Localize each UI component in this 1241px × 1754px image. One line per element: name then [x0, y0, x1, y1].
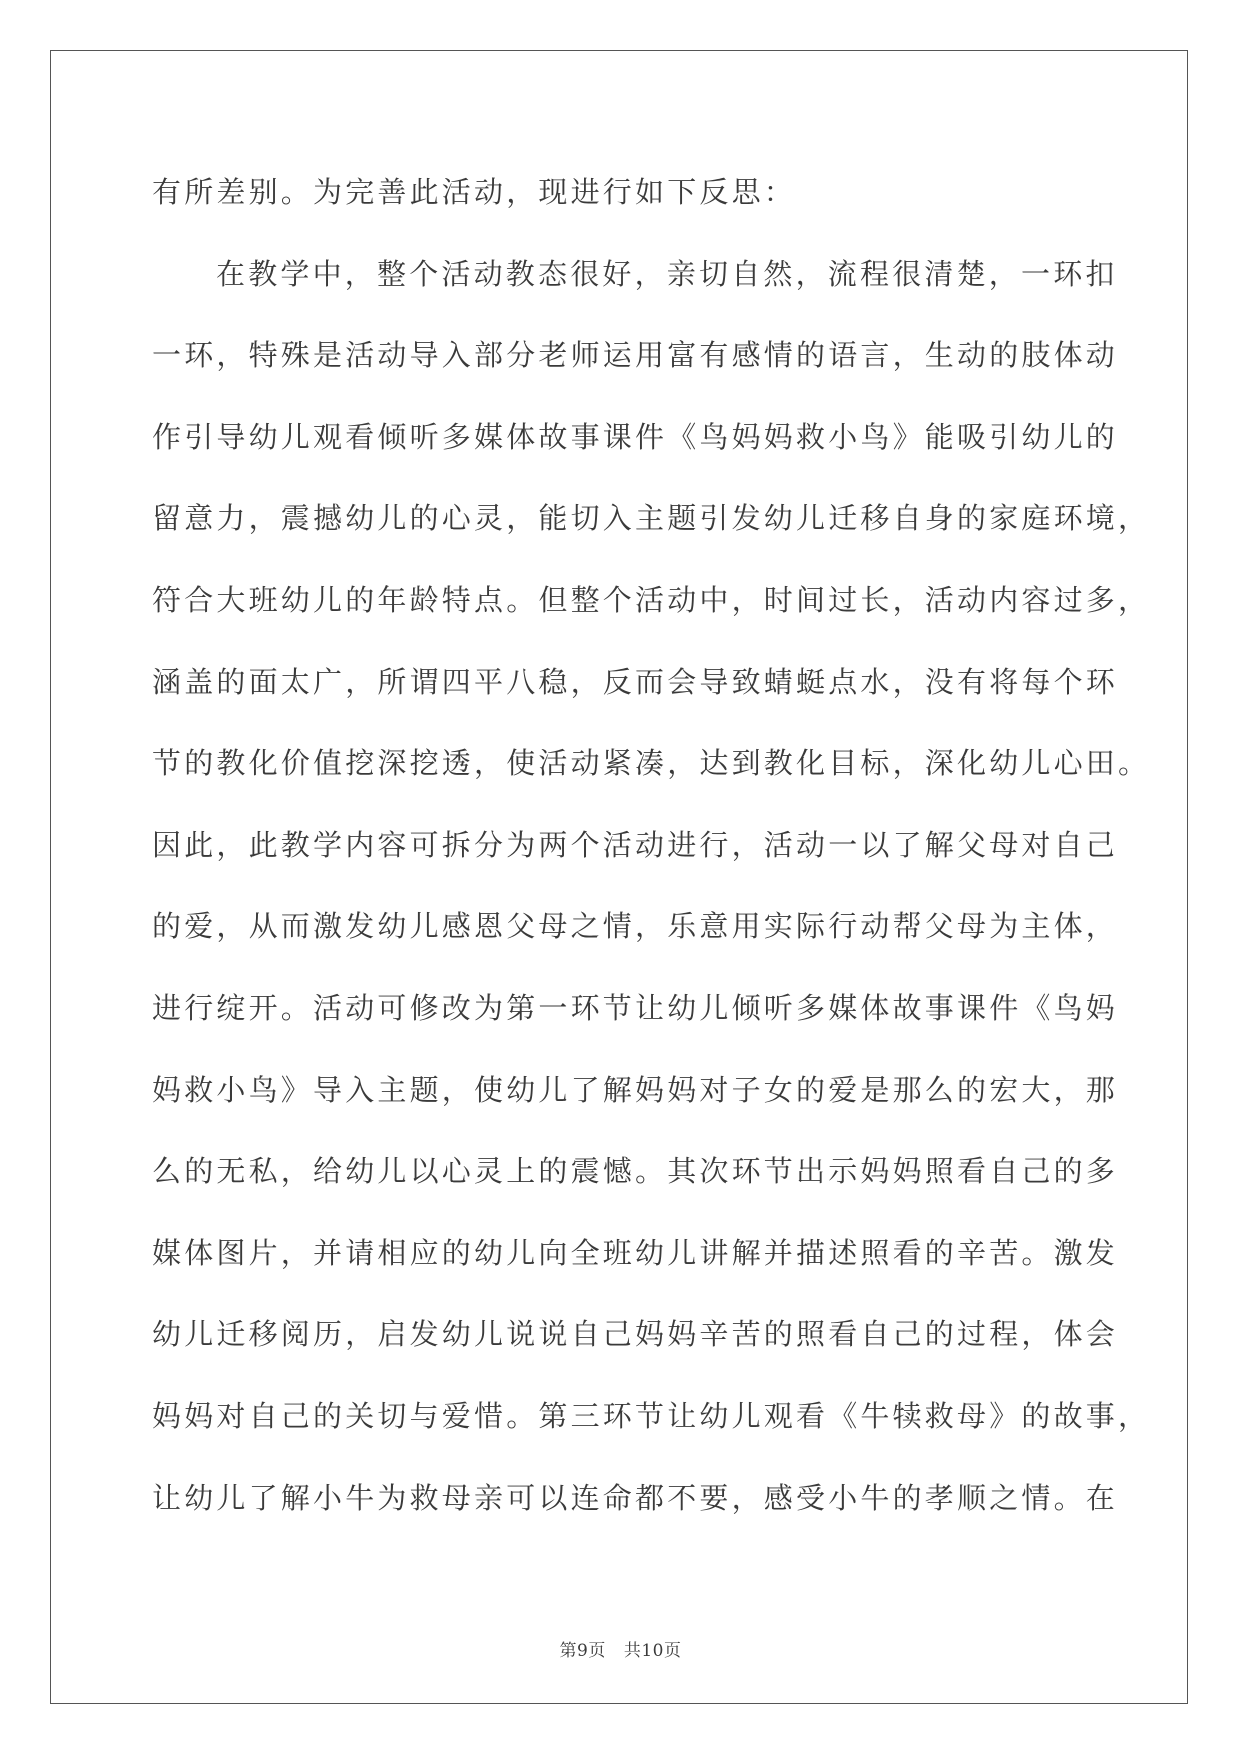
document-body — [152, 163, 1151, 1550]
text-line: 一环，特殊是活动导入部分老师运用富有感情的语言，生动的肢体动 — [152, 338, 1119, 373]
text-line: 么的无私，给幼儿以心灵上的震憾。其次环节出示妈妈照看自己的多 — [152, 1154, 1119, 1189]
text-line: 进行绽开。活动可修改为第一环节让幼儿倾听多媒体故事课件《鸟妈 — [152, 990, 1119, 1025]
text-line: 妈救小鸟》导入主题，使幼儿了解妈妈对子女的爱是那么的宏大，那 — [152, 1072, 1119, 1107]
text-line: 作引导幼儿观看倾听多媒体故事课件《鸟妈妈救小鸟》能吸引幼儿的 — [152, 419, 1119, 454]
total-pages-label: 共10页 — [623, 1641, 682, 1661]
text-line: 涵盖的面太广，所谓四平八稳，反而会导致蜻蜓点水，没有将每个环 — [152, 664, 1119, 699]
text-line: 符合大班幼儿的年龄特点。但整个活动中，时间过长，活动内容过多， — [152, 582, 1151, 617]
text-line: 节的教化价值挖深挖透，使活动紧凑，达到教化目标，深化幼儿心田。 — [152, 746, 1151, 781]
text-line: 因此，此教学内容可拆分为两个活动进行，活动一以了解父母对自己 — [152, 827, 1119, 862]
text-line: 的爱，从而激发幼儿感恩父母之情，乐意用实际行动帮父母为主体， — [152, 909, 1119, 944]
text-line: 妈妈对自己的关切与爱惜。第三环节让幼儿观看《牛犊救母》的故事， — [152, 1398, 1151, 1433]
text-line: 有所差别。为完善此活动，现进行如下反思： — [152, 175, 797, 209]
text-line: 幼儿迁移阅历，启发幼儿说说自己妈妈辛苦的照看自己的过程，体会 — [152, 1317, 1119, 1352]
text-line-paragraph-start: 在教学中，整个活动教态很好，亲切自然，流程很清楚，一环扣 — [216, 256, 1118, 291]
page-footer — [0, 1636, 1241, 1661]
text-line: 媒体图片，并请相应的幼儿向全班幼儿讲解并描述照看的辛苦。激发 — [152, 1235, 1119, 1270]
current-page-label: 第9页 — [559, 1641, 606, 1661]
text-line: 留意力，震撼幼儿的心灵，能切入主题引发幼儿迁移自身的家庭环境， — [152, 501, 1151, 536]
text-line: 让幼儿了解小牛为救母亲可以连命都不要，感受小牛的孝顺之情。在 — [152, 1480, 1119, 1515]
